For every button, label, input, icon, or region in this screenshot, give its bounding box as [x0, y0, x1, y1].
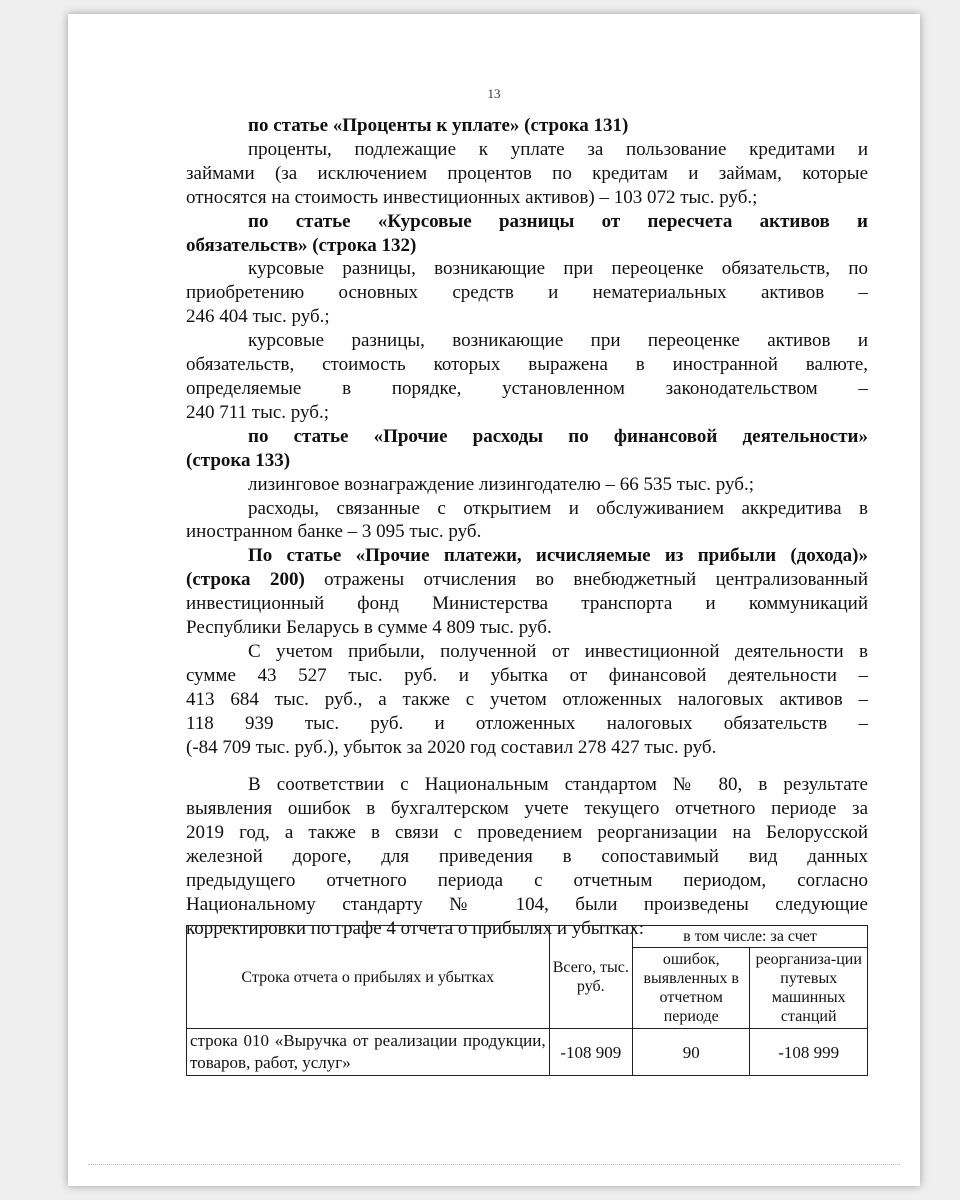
text-line [186, 377, 868, 401]
text: лизинговое вознаграждение лизингодателю – 66 535 тыс. руб.; [248, 473, 754, 495]
text-line [186, 544, 868, 568]
text-line [186, 353, 868, 377]
text: приобретению основных средств и нематериальных активов – [186, 282, 868, 304]
text: С учетом прибыли, полученной от инвестиционной деятельности в [248, 640, 868, 662]
text-line [186, 305, 868, 329]
bold-text: по статье «Проценты к уплате» (строка 131) [248, 115, 629, 136]
text: займами (за исключением процентов по кредитам и займам, которые [186, 162, 868, 184]
paragraph [186, 210, 868, 258]
text-line [186, 281, 868, 305]
table-row [187, 1029, 868, 1076]
page-number: 13 [487, 86, 501, 101]
text: 2019 год, а также в связи с проведением реорганизации на Белорусской [186, 822, 868, 844]
text-line [186, 845, 868, 869]
text: выявления ошибок в бухгалтерском учете текущего отчетного периоде за [186, 798, 868, 820]
cell-errors: 90 [632, 1029, 750, 1076]
text: иностранном банке – 3 095 тыс. руб. [186, 521, 482, 543]
paragraph-gap [186, 759, 868, 773]
paragraph [186, 425, 868, 473]
text: инвестиционный фонд Министерства транспорта и коммуникаций [186, 593, 868, 615]
text: 118 939 тыс. руб. и отложенных налоговых обязательств – [186, 712, 868, 734]
text-line [186, 114, 868, 138]
text-line [186, 821, 868, 845]
paragraph [186, 114, 868, 138]
text: 413 684 тыс. руб., а также с учетом отложенных налоговых активов – [186, 688, 868, 710]
bold-text: По статье «Прочие платежи, исчисляемые из прибыли (дохода)» [248, 545, 868, 567]
bold-text: (строка 133) [186, 449, 291, 471]
text-line [186, 712, 868, 736]
text-line [186, 449, 868, 473]
paragraph [186, 773, 868, 940]
text-line [186, 497, 868, 521]
text: обязательств, стоимость которых выражена в иностранной валюте, [186, 354, 868, 376]
header-row-label: Строка отчета о прибылях и убытках [187, 926, 550, 1029]
cell-reorg: -108 999 [750, 1029, 868, 1076]
paragraph [186, 329, 868, 425]
header-reorg: реорганиза-ции путевых машинных станций [750, 948, 868, 1029]
table-header-row [187, 926, 868, 948]
text-line [186, 401, 868, 425]
text: определяемые в порядке, установленном законодательством – [186, 377, 868, 399]
text-line [186, 234, 868, 258]
text-line [186, 640, 868, 664]
paragraph [186, 473, 868, 497]
bold-text: по статье «Курсовые разницы от пересчета активов и [248, 210, 868, 232]
text-line [186, 329, 868, 353]
cell-total: -108 909 [549, 1029, 632, 1076]
document-page [68, 14, 920, 1186]
header-group: в том числе: за счет [632, 926, 867, 948]
text: курсовые разницы, возникающие при переоценке обязательств, по [248, 258, 868, 280]
scan-edge-line [88, 1164, 900, 1165]
text: отражены отчисления во внебюджетный централизованный [304, 569, 868, 591]
header-total: Всего, тыс. руб. [549, 926, 632, 1029]
text: Национальному стандарту № 104, были произведены следующие [186, 894, 868, 915]
text: проценты, подлежащие к уплате за пользование кредитами и [248, 138, 868, 160]
header-errors: ошибок, выявленных в отчетном периоде [632, 948, 750, 1029]
text-line [186, 162, 868, 186]
corrections-table [186, 925, 868, 1076]
text-line [186, 893, 868, 917]
cell-label: строка 010 «Выручка от реализации продукции, товаров, работ, услуг» [187, 1029, 550, 1076]
text: 246 404 тыс. руб.; [186, 306, 330, 328]
text: В соответствии с Национальным стандартом № 80, в результате [248, 774, 868, 796]
text-line [186, 210, 868, 234]
paragraph [186, 257, 868, 329]
document-body [186, 114, 868, 941]
text: курсовые разницы, возникающие при переоценке активов и [248, 330, 868, 352]
text: сумме 43 527 тыс. руб. и убытка от финансовой деятельности – [186, 664, 868, 686]
text-line [186, 797, 868, 821]
text-line [186, 869, 868, 893]
text: железной дороге, для приведения в сопоставимый вид данных [186, 846, 868, 868]
text-line [186, 138, 868, 162]
text-line [186, 425, 868, 449]
text-line [186, 473, 868, 497]
text-line [186, 688, 868, 712]
text: Республики Беларусь в сумме 4 809 тыс. руб. [186, 617, 552, 639]
text-line [186, 664, 868, 688]
paragraph [186, 640, 868, 760]
text-line [186, 773, 868, 797]
paragraph [186, 544, 868, 640]
text-line [186, 736, 868, 760]
bold-text: обязательств» (строка 132) [186, 234, 417, 256]
text: расходы, связанные с открытием и обслуживанием аккредитива в [248, 497, 868, 519]
text: корректировки по графе 4 отчета о прибылях и убытках: [186, 917, 644, 939]
bold-text: по статье «Прочие расходы по финансовой деятельности» [248, 425, 868, 447]
text: относятся на стоимость инвестиционных активов) – 103 072 тыс. руб.; [186, 186, 758, 208]
text-line [186, 186, 868, 210]
text: предыдущего отчетного периода с отчетным периодом, согласно [186, 870, 868, 892]
text-line [186, 592, 868, 616]
text: (-84 709 тыс. руб.), убыток за 2020 год составил 278 427 тыс. руб. [186, 736, 717, 758]
text-line [186, 520, 868, 544]
paragraph [186, 497, 868, 545]
text: 240 711 тыс. руб.; [186, 401, 329, 423]
bold-text: (строка 200) [186, 569, 305, 591]
paragraph [186, 138, 868, 210]
text-line [186, 616, 868, 640]
text-line [186, 568, 868, 592]
text-line [186, 257, 868, 281]
